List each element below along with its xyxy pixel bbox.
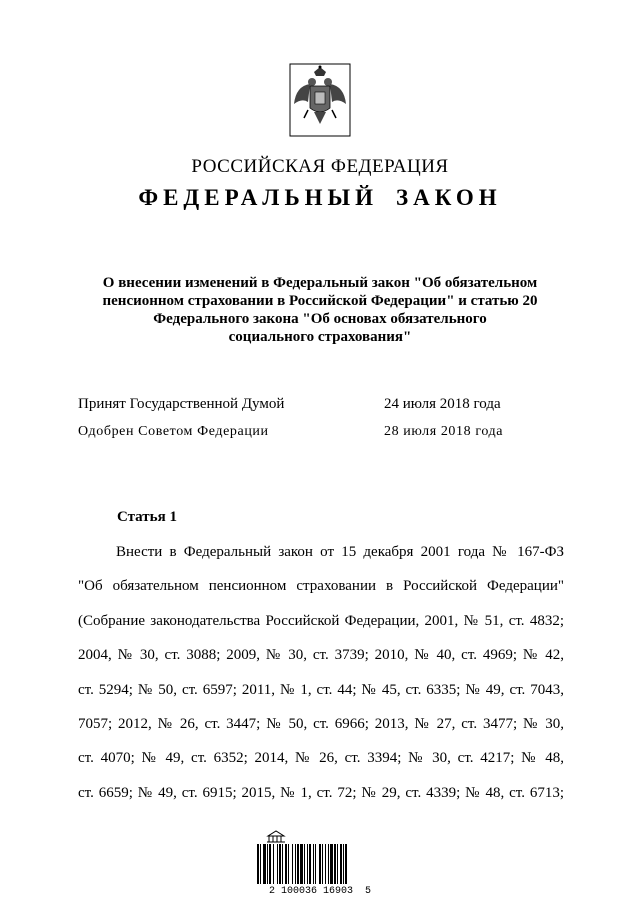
article-heading: Статья 1 <box>117 509 177 525</box>
article-line: ст. 5294; № 50, ст. 6597; 2011, № 1, ст. 44; № 45, ст. 6335; № 49, ст. 7043, <box>78 681 564 698</box>
barcode-number: 2 100036 16903 5 <box>268 886 372 897</box>
article-line: (Собрание законодательства Российской Федерации, 2001, № 51, ст. 4832; <box>78 612 564 629</box>
adoption-body: Принят Государственной Думой <box>78 396 285 412</box>
duma-logo-icon <box>265 830 287 844</box>
article-line: 2004, № 30, ст. 3088; 2009, № 30, ст. 3739; 2010, № 40, ст. 4969; № 42, <box>78 647 564 664</box>
country-name: РОССИЙСКАЯ ФЕДЕРАЦИЯ <box>191 156 449 177</box>
article-line: Внести в Федеральный закон от 15 декабря 2001 года № 167-ФЗ <box>116 544 564 560</box>
barcode <box>255 830 385 900</box>
adoption-body: Одобрен Советом Федерации <box>78 424 269 439</box>
article-line: ст. 4070; № 49, ст. 6352; 2014, № 26, ст. 3394; № 30, ст. 4217; № 48, <box>78 750 564 767</box>
document-type-word-2: ЗАКОН <box>396 185 502 210</box>
law-title-line: пенсионном страховании в Российской Федерации" и статью 20 <box>102 293 538 309</box>
adoption-date: 24 июля 2018 года <box>384 396 501 412</box>
article-line: ст. 6659; № 49, ст. 6915; 2015, № 1, ст. 72; № 29, ст. 4339; № 48, ст. 6713; <box>78 784 564 801</box>
law-title-line: Федерального закона "Об основах обязательного <box>153 311 487 327</box>
law-title-line: социального страхования" <box>228 329 412 345</box>
adoption-duma-row <box>78 396 558 416</box>
article-line: 7057; 2012, № 26, ст. 3447; № 50, ст. 6966; 2013, № 27, ст. 3477; № 30, <box>78 715 564 732</box>
article-body <box>78 542 564 817</box>
law-title-line: О внесении изменений в Федеральный закон "Об обязательном <box>102 275 538 291</box>
adoption-date: 28 июля 2018 года <box>384 424 504 439</box>
adoption-council-row <box>78 424 558 444</box>
coat-of-arms-icon <box>288 62 352 138</box>
document-type-word-1: ФЕДЕРАЛЬНЫЙ <box>138 185 379 210</box>
law-title <box>100 274 540 346</box>
barcode-bars <box>255 844 385 884</box>
document-type <box>0 185 640 211</box>
article-line: "Об обязательном пенсионном страховании в Российской Федерации" <box>78 578 564 595</box>
